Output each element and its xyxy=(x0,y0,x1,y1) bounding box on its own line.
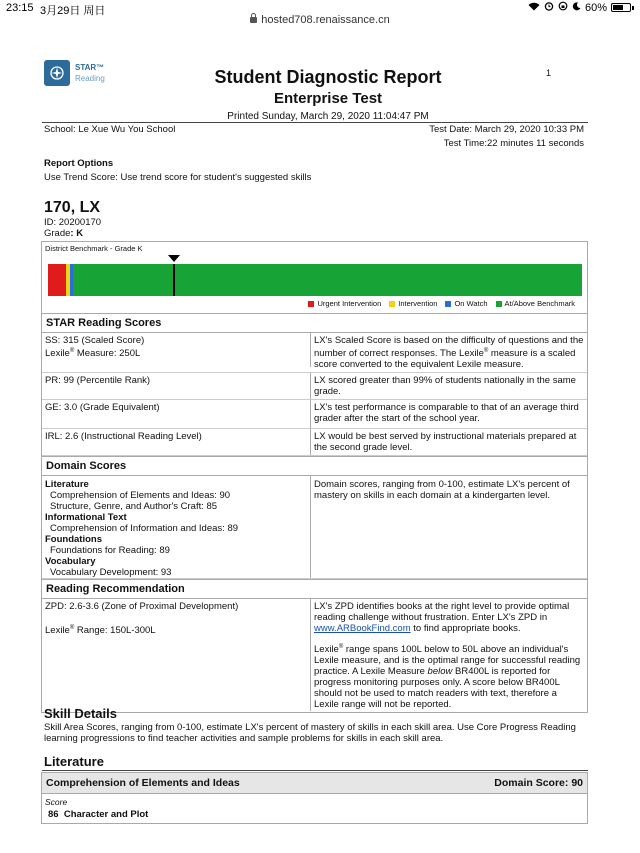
domain-foundations-heading: Foundations xyxy=(45,534,102,546)
skill-details-heading: Skill Details xyxy=(44,706,117,721)
arbookfind-link[interactable]: www.ARBookFind.com xyxy=(314,623,411,635)
benchmark-segment xyxy=(73,264,582,296)
grade-equivalent: GE: 3.0 (Grade Equivalent) xyxy=(42,400,311,428)
instructional-level-desc: LX would be best served by instructional materials prepared at the second grade level. xyxy=(314,431,577,454)
status-time: 23:15 xyxy=(6,2,34,14)
report-subtitle: Enterprise Test xyxy=(273,90,383,107)
skill-area-header xyxy=(42,773,587,794)
zpd-value: ZPD: 2.6-3.6 (Zone of Proximal Development) xyxy=(45,601,239,613)
domain-score: Domain Score: 90 xyxy=(494,777,583,789)
lexile-measure: Lexile® Measure: 250L xyxy=(45,348,141,360)
benchmark-bar xyxy=(48,264,582,296)
score-column-label: Score xyxy=(45,797,68,807)
table-row xyxy=(42,373,587,400)
reading-rec-heading: Reading Recommendation xyxy=(42,579,587,599)
scaled-score: SS: 315 (Scaled Score) xyxy=(45,335,145,346)
wifi-icon xyxy=(528,2,540,14)
skill-area-panel xyxy=(41,772,588,824)
scaled-score-desc: LX's Scaled Score is based on the difficulty of questions and the number of correct responses. The Lexile® measure is a scaled score converted to the equivalent Lexile measure. xyxy=(314,335,584,371)
logo-line1: STAR™ xyxy=(75,63,105,72)
student-id: ID: 20200170 xyxy=(44,217,102,228)
legend-benchmark: At/Above Benchmark xyxy=(496,299,575,308)
lexile-range-desc: Lexile® range spans 100L below to 50L above an individual's Lexile measure, and is the optimal range for successful reading practice. A Lexile Measure below BR400L is reported for progress monitoring purposes only. A score below BR400L should not be used to match readers with text, therefore a Lexile range will not be reported. xyxy=(314,644,581,711)
percentile-desc: LX scored greater than 99% of students nationally in the same grade. xyxy=(314,375,576,398)
skill-literature-heading: Literature xyxy=(44,754,104,769)
logo-line2: Reading xyxy=(75,74,105,83)
legend-intervention: Intervention xyxy=(389,299,437,308)
benchmark-panel xyxy=(41,241,588,314)
table-row xyxy=(42,429,587,456)
rotation-lock-icon xyxy=(558,1,568,14)
student-name: 170, LX xyxy=(44,199,101,216)
literature-divider xyxy=(42,770,588,771)
domain-scores-heading: Domain Scores xyxy=(42,456,587,476)
alarm-icon xyxy=(544,1,554,14)
scores-panel xyxy=(41,313,588,713)
domain-info-item: Comprehension of Information and Ideas: 89 xyxy=(50,523,239,535)
zpd-desc: LX's ZPD identifies books at the right level to provide optimal reading challenge without frustration. Enter LX's ZPD in www.ARBookFind.com to find appropriate books. xyxy=(314,601,570,635)
table-row xyxy=(42,599,587,712)
score-marker-icon xyxy=(168,255,180,262)
percentile-rank: PR: 99 (Percentile Rank) xyxy=(42,373,311,399)
battery-percent: 60% xyxy=(584,1,607,14)
lock-icon xyxy=(250,17,257,23)
legend-urgent: Urgent Intervention xyxy=(308,299,381,308)
benchmark-legend xyxy=(308,299,575,308)
score-marker-line xyxy=(173,264,175,296)
instructional-level: IRL: 2.6 (Instructional Reading Level) xyxy=(42,429,311,455)
status-right xyxy=(528,1,634,14)
table-row xyxy=(42,476,587,579)
domain-vocab-item: Vocabulary Development: 93 xyxy=(50,567,172,579)
printed-date: Printed Sunday, March 29, 2020 11:04:47 PM xyxy=(227,111,429,122)
test-date: Test Date: March 29, 2020 10:33 PM xyxy=(429,124,584,135)
skill-details-desc: Skill Area Scores, ranging from 0-100, estimate LX's percent of mastery of skills in each skill area. Use Core Progress Reading learning progressions to find teacher activities and sample problems for skills in each skill area. xyxy=(44,722,576,744)
star-scores-heading: STAR Reading Scores xyxy=(42,314,587,333)
skill-item xyxy=(42,807,587,822)
header-divider xyxy=(42,122,588,123)
test-time: Test Time:22 minutes 11 seconds xyxy=(443,138,584,149)
school-name: School: Le Xue Wu You School xyxy=(44,124,176,135)
grade-label: Grade xyxy=(44,228,71,239)
domain-scores-desc: Domain scores, ranging from 0-100, estimate LX's percent of mastery on skills in each domain at a kindergarten level. xyxy=(314,479,570,502)
url-text: hosted708.renaissance.cn xyxy=(261,14,390,27)
domain-found-item: Foundations for Reading: 89 xyxy=(50,545,170,557)
urgent-segment xyxy=(48,264,66,296)
battery-nub xyxy=(632,6,634,10)
domain-literature-heading: Literature xyxy=(45,479,89,491)
domain-info-heading: Informational Text xyxy=(45,512,127,524)
domain-lit-item: Comprehension of Elements and Ideas: 90 xyxy=(50,490,231,502)
report-title: Student Diagnostic Report xyxy=(214,67,442,87)
skill-item-score: 86 xyxy=(48,809,59,820)
domain-vocab-heading: Vocabulary xyxy=(45,556,96,568)
report-options-heading: Report Options xyxy=(44,158,114,169)
benchmark-title: District Benchmark - Grade K xyxy=(45,244,143,253)
skill-item-name: Character and Plot xyxy=(63,809,149,820)
skill-area-title: Comprehension of Elements and Ideas xyxy=(46,777,240,789)
report-options-text: Use Trend Score: Use trend score for student's suggested skills xyxy=(44,172,312,183)
student-grade xyxy=(44,228,83,239)
address-bar[interactable] xyxy=(0,14,640,34)
grade-equivalent-desc: LX's test performance is comparable to that of an average third grader after the start of the school year. xyxy=(314,402,579,425)
legend-on-watch: On Watch xyxy=(445,299,487,308)
domain-lit-item: Structure, Genre, and Author's Craft: 85 xyxy=(50,501,218,513)
table-row xyxy=(42,400,587,429)
lexile-range: Lexile® Range: 150L-300L xyxy=(45,625,156,637)
table-row xyxy=(42,333,587,373)
battery-icon xyxy=(611,3,631,12)
page-number: 1 xyxy=(545,68,551,78)
status-date: 3月29日 周日 xyxy=(40,5,106,17)
grade-value: : K xyxy=(70,228,84,239)
moon-icon xyxy=(572,2,581,14)
